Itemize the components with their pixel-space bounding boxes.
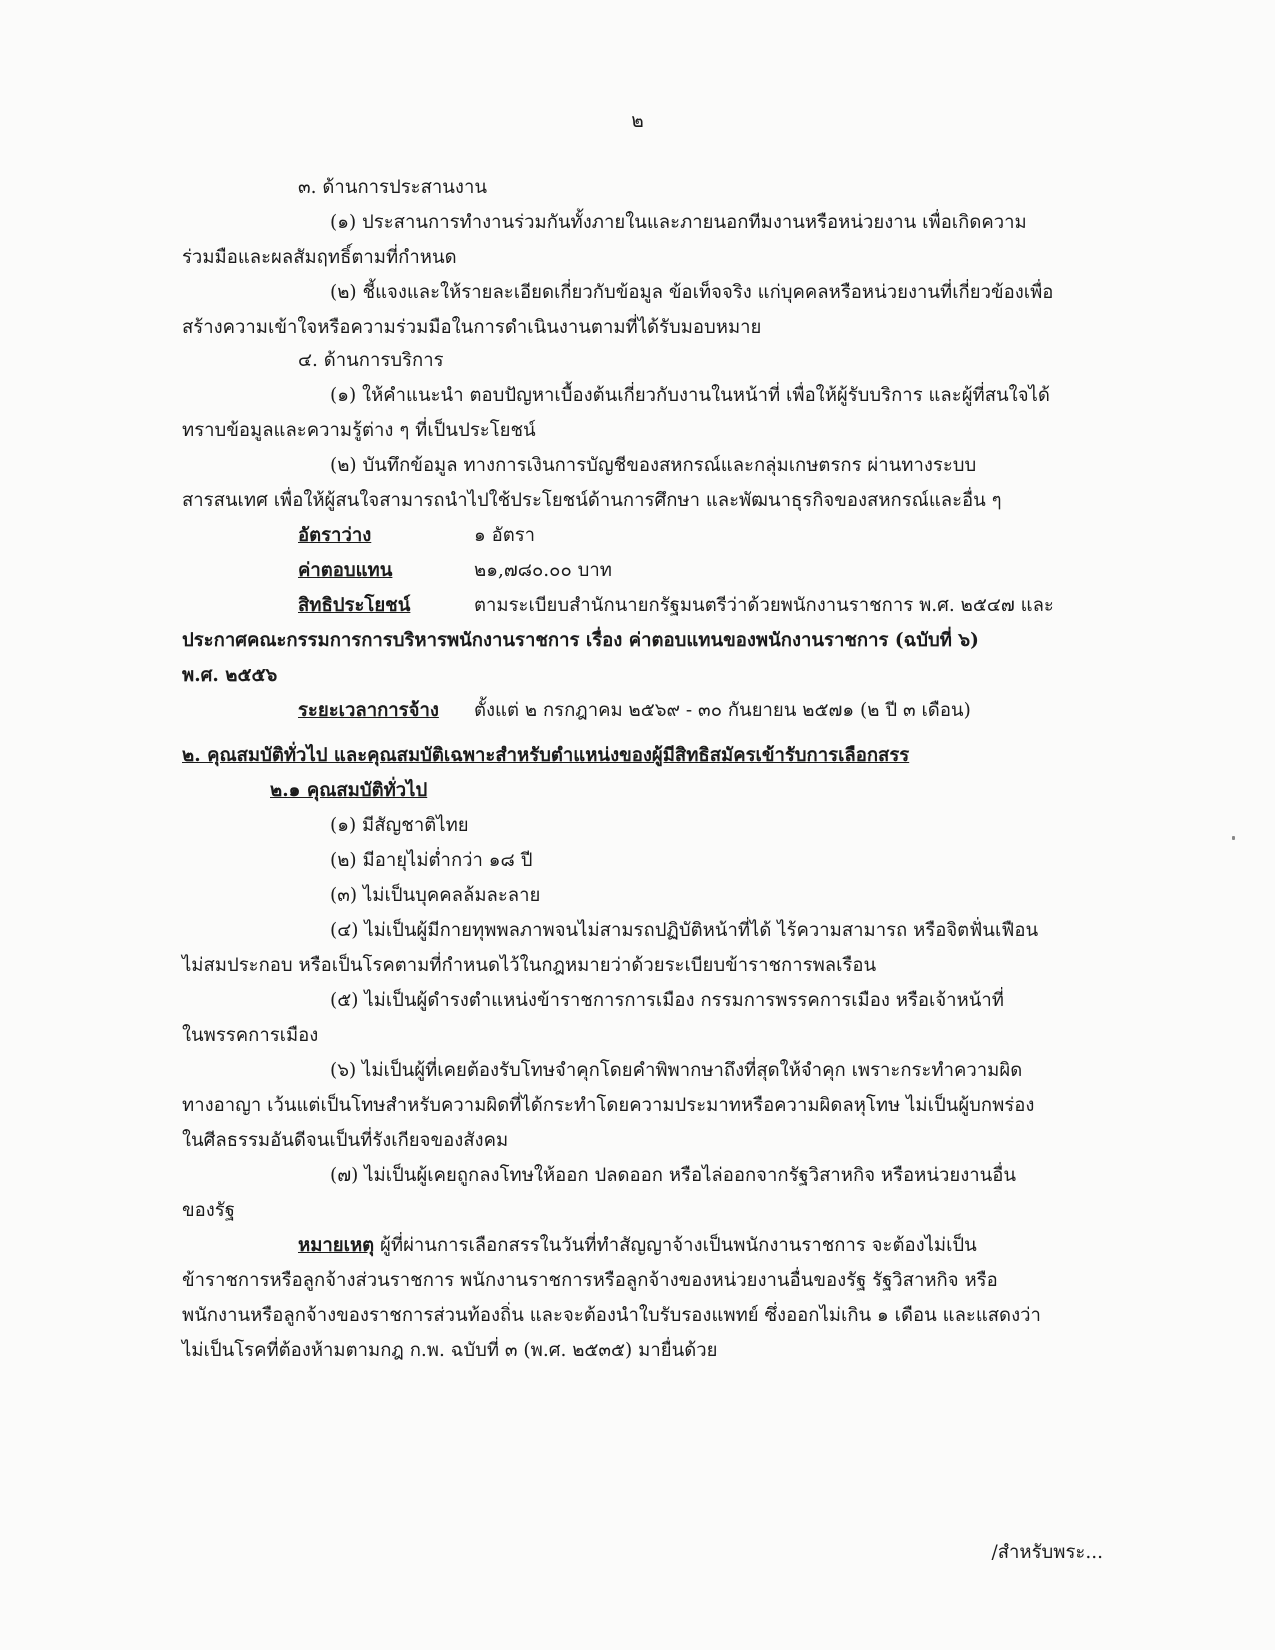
qualifications-heading: ๒. คุณสมบัติทั่วไป และคุณสมบัติเฉพาะสำหรับตำแหน่งของผู้มีสิทธิสมัครเข้ารับการเลือกสรร <box>182 745 910 766</box>
qualifications-subheading: ๒.๑ คุณสมบัติทั่วไป <box>270 780 428 801</box>
note-line4: ไม่เป็นโรคที่ต้องห้ามตามกฎ ก.พ. ฉบับที่ ๓ (พ.ศ. ๒๕๓๕) มายื่นด้วย <box>182 1340 718 1361</box>
qualification-6-line1: (๖) ไม่เป็นผู้ที่เคยต้องรับโทษจำคุกโดยคำพิพากษาถึงที่สุดให้จำคุก เพราะกระทำความผิด <box>330 1060 1023 1081</box>
section3-item2-line1: (๒) ชี้แจงและให้รายละเอียดเกี่ยวกับข้อมูล ข้อเท็จจริง แก่บุคคลหรือหน่วยงานที่เกี่ยวข้องเพื่อ <box>330 282 1054 303</box>
section3-item2-line2: สร้างความเข้าใจหรือความร่วมมือในการดำเนินงานตามที่ได้รับมอบหมาย <box>182 317 762 338</box>
section4-item2-line2: สารสนเทศ เพื่อให้ผู้สนใจสามารถนำไปใช้ประโยชน์ด้านการศึกษา และพัฒนาธุรกิจของสหกรณ์และอื่น ๆ <box>182 490 1002 511</box>
qualification-6-line2: ทางอาญา เว้นแต่เป็นโทษสำหรับความผิดที่ได้กระทำโดยความประมาทหรือความผิดลหุโทษ ไม่เป็นผู้บกพร่อง <box>182 1095 1035 1116</box>
period-value: ตั้งแต่ ๒ กรกฎาคม ๒๕๖๙ - ๓๐ กันยายน ๒๕๗๑ (๒ ปี ๓ เดือน) <box>474 700 971 721</box>
section3-item1-line1: (๑) ประสานการทำงานร่วมกันทั้งภายในและภายนอกทีมงานหรือหน่วยงาน เพื่อเกิดความ <box>330 212 1027 233</box>
vacancy-value: ๑ อัตรา <box>474 525 536 546</box>
period-row <box>298 696 971 725</box>
page-number: ๒ <box>631 110 644 132</box>
continuation-marker: /สำหรับพระ... <box>991 1542 1103 1563</box>
vacancy-row <box>298 521 535 550</box>
section3-item1-line2: ร่วมมือและผลสัมฤทธิ์ตามที่กำหนด <box>182 247 457 268</box>
qualification-1: (๑) มีสัญชาติไทย <box>330 815 469 836</box>
benefits-row <box>298 591 1054 620</box>
salary-value: ๒๑,๗๘๐.๐๐ บาท <box>474 560 612 581</box>
benefits-label: สิทธิประโยชน์ <box>298 595 411 616</box>
vacancy-label: อัตราว่าง <box>298 525 372 546</box>
scan-speck <box>1232 836 1235 840</box>
note-line2: ข้าราชการหรือลูกจ้างส่วนราชการ พนักงานราชการหรือลูกจ้างของหน่วยงานอื่นของรัฐ รัฐวิสาหกิจ หรือ <box>182 1270 998 1291</box>
section4-item1-line2: ทราบข้อมูลและความรู้ต่าง ๆ ที่เป็นประโยชน์ <box>182 420 536 441</box>
benefits-line2: ประกาศคณะกรรมการการบริหารพนักงานราชการ เรื่อง ค่าตอบแทนของพนักงานราชการ (ฉบับที่ ๖) <box>182 630 979 651</box>
qualification-3: (๓) ไม่เป็นบุคคลล้มละลาย <box>330 885 541 906</box>
note-label: หมายเหตุ <box>298 1235 375 1256</box>
qualification-2: (๒) มีอายุไม่ต่ำกว่า ๑๘ ปี <box>330 850 533 871</box>
period-label: ระยะเวลาการจ้าง <box>298 700 439 721</box>
salary-label: ค่าตอบแทน <box>298 560 393 581</box>
qualification-7-line2: ของรัฐ <box>182 1200 235 1221</box>
section3-heading: ๓. ด้านการประสานงาน <box>298 177 487 198</box>
note-line1 <box>298 1231 977 1260</box>
section4-item1-line1: (๑) ให้คำแนะนำ ตอบปัญหาเบื้องต้นเกี่ยวกับงานในหน้าที่ เพื่อให้ผู้รับบริการ และผู้ที่สนใจได้ <box>330 385 1050 406</box>
qualification-7-line1: (๗) ไม่เป็นผู้เคยถูกลงโทษให้ออก ปลดออก หรือไล่ออกจากรัฐวิสาหกิจ หรือหน่วยงานอื่น <box>330 1165 1017 1186</box>
section4-item2-line1: (๒) บันทึกข้อมูล ทางการเงินการบัญชีของสหกรณ์และกลุ่มเกษตรกร ผ่านทางระบบ <box>330 455 977 476</box>
qualification-4-line1: (๔) ไม่เป็นผู้มีกายทุพพลภาพจนไม่สามรถปฏิบัติหน้าที่ได้ ไร้ความสามารถ หรือจิตฟั่นเฟือน <box>330 920 1039 941</box>
qualification-6-line3: ในศีลธรรมอันดีจนเป็นที่รังเกียจของสังคม <box>182 1130 509 1151</box>
salary-row <box>298 556 612 585</box>
qualification-5-line1: (๕) ไม่เป็นผู้ดำรงตำแหน่งข้าราชการการเมือง กรรมการพรรคการเมือง หรือเจ้าหน้าที่ <box>330 990 1004 1011</box>
benefits-value: ตามระเบียบสำนักนายกรัฐมนตรีว่าด้วยพนักงานราชการ พ.ศ. ๒๕๔๗ และ <box>474 595 1054 616</box>
note-line3: พนักงานหรือลูกจ้างของราชการส่วนท้องถิ่น และจะต้องนำใบรับรองแพทย์ ซึ่งออกไม่เกิน ๑ เดือน และแสดงว่า <box>182 1305 1041 1326</box>
qualification-4-line2: ไม่สมประกอบ หรือเป็นโรคตามที่กำหนดไว้ในกฎหมายว่าด้วยระเบียบข้าราชการพลเรือน <box>182 955 877 976</box>
note-text-line1: ผู้ที่ผ่านการเลือกสรรในวันที่ทำสัญญาจ้างเป็นพนักงานราชการ จะต้องไม่เป็น <box>374 1235 977 1256</box>
qualification-5-line2: ในพรรคการเมือง <box>182 1025 319 1046</box>
benefits-line3: พ.ศ. ๒๕๕๖ <box>182 665 278 686</box>
section4-heading: ๔. ด้านการบริการ <box>298 350 444 371</box>
